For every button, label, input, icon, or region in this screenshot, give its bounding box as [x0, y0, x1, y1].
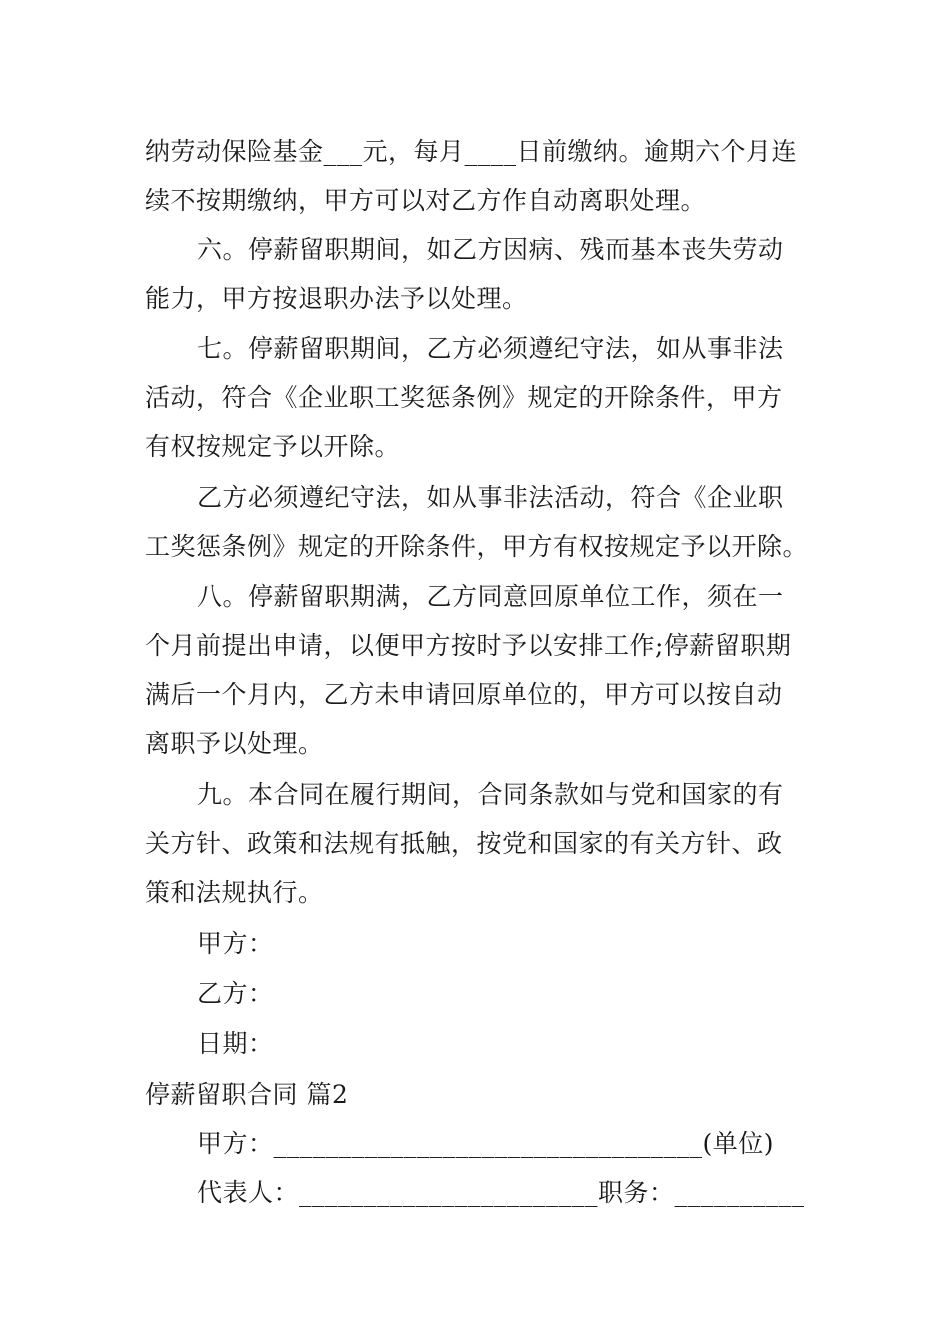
- text-line: 活动，符合《企业职工奖惩条例》规定的开除条件，甲方: [145, 383, 783, 412]
- text-line: 能力，甲方按退职办法予以处理。: [145, 284, 528, 313]
- text-line: 策和法规执行。: [145, 878, 324, 907]
- text-line: 关方针、政策和法规有抵触，按党和国家的有关方针、政: [145, 829, 783, 858]
- text-line: 满后一个月内，乙方未申请回原单位的，甲方可以按自动: [145, 680, 783, 709]
- clause-8-line: 八。停薪留职期满，乙方同意回原单位工作，须在一: [197, 582, 784, 611]
- section-title: 停薪留职合同 篇2: [145, 1080, 349, 1109]
- party-b-signature-label: 乙方：: [197, 979, 274, 1008]
- party-a-field: 甲方：_________________________________(单位): [197, 1129, 775, 1158]
- text-line: 续不按期缴纳，甲方可以对乙方作自动离职处理。: [145, 186, 707, 215]
- text-line: 纳劳动保险基金___元，每月____日前缴纳。逾期六个月连: [145, 137, 798, 166]
- clause-7-line: 七。停薪留职期间，乙方必须遵纪守法，如从事非法: [197, 334, 784, 363]
- text-line: 工奖惩条例》规定的开除条件，甲方有权按规定予以开除。: [145, 532, 809, 561]
- text-line: 个月前提出申请，以便甲方按时予以安排工作;停薪留职期: [145, 631, 792, 660]
- text-line: 乙方必须遵纪守法，如从事非法活动，符合《企业职: [197, 483, 784, 512]
- clause-6-line: 六。停薪留职期间，如乙方因病、残而基本丧失劳动: [197, 235, 784, 264]
- text-line: 离职予以处理。: [145, 729, 324, 758]
- date-label: 日期：: [197, 1029, 274, 1058]
- party-a-signature-label: 甲方：: [197, 929, 274, 958]
- clause-9-line: 九。本合同在履行期间，合同条款如与党和国家的有: [197, 780, 784, 809]
- text-line: 有权按规定予以开除。: [145, 432, 401, 461]
- representative-field: 代表人：_______________________职务：__________: [197, 1178, 805, 1207]
